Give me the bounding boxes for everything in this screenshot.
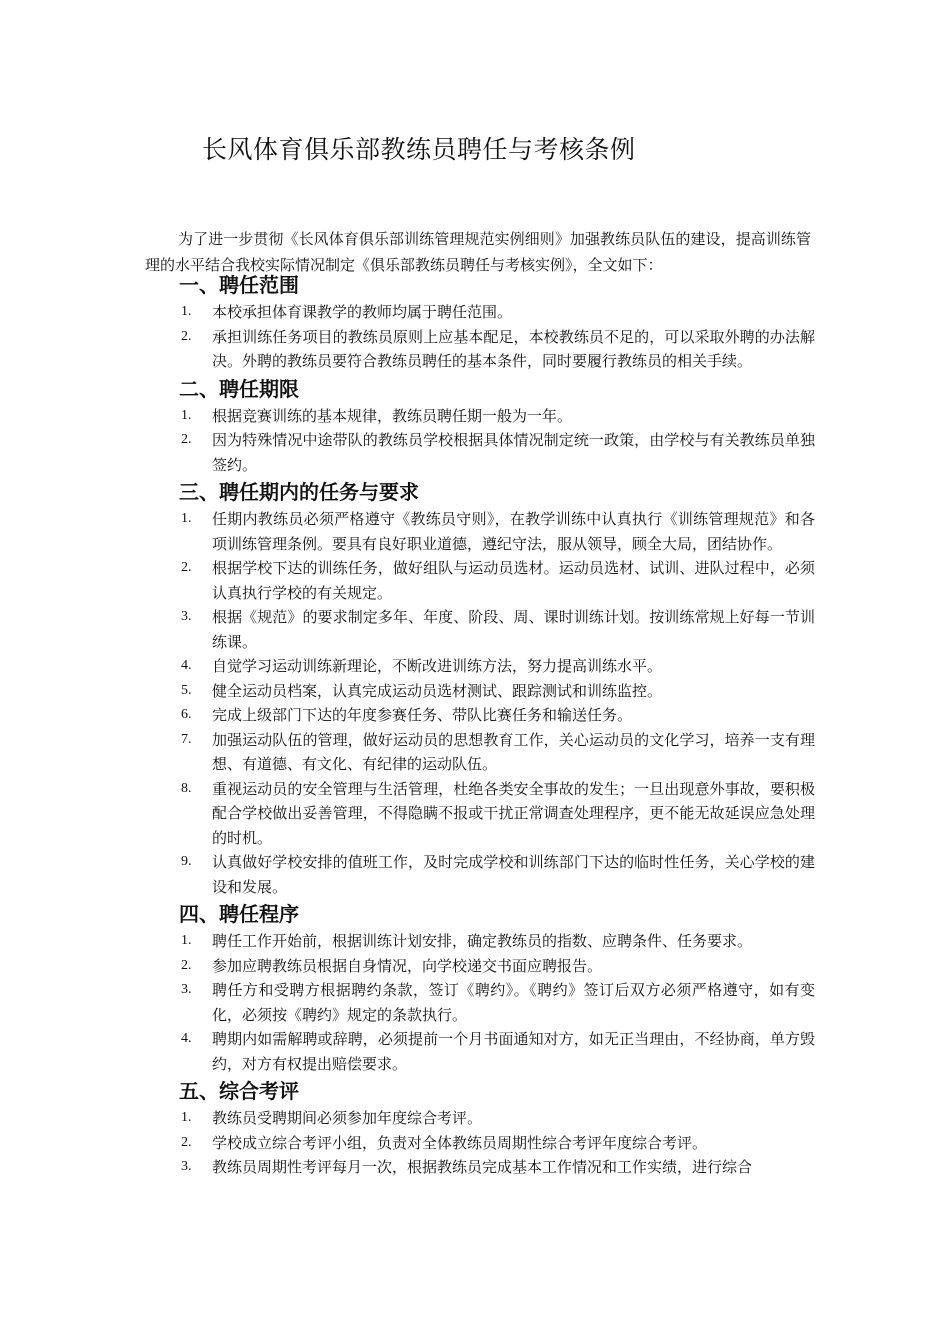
list-item-text: 聘任方和受聘方根据聘约条款，签订《聘约》。《聘约》签订后双方必须严格遵守，如有变化，必须按《聘约》规定的条款执行。 (212, 981, 815, 1024)
section (145, 477, 815, 899)
section-heading: 五、综合考评 (179, 1079, 299, 1103)
list-item (145, 1027, 815, 1076)
list-item-number: 3. (181, 609, 192, 624)
list-item-number: 1. (181, 407, 192, 423)
list-item (145, 1106, 815, 1131)
list-item-text: 认真做好学校安排的值班工作，及时完成学校和训练部门下达的临时性任务，关心学校的建设和发展。 (212, 853, 815, 896)
list-item-text: 自觉学习运动训练新理论，不断改进训练方法，努力提高训练水平。 (212, 657, 663, 675)
list-item-number: 3. (181, 1159, 192, 1174)
list-item (145, 703, 815, 728)
section-heading: 三、聘任期内的任务与要求 (179, 480, 419, 504)
list-item-text: 根据《规范》的要求制定多年、年度、阶段、周、课时训练计划。按训练常规上好每一节训练课。 (212, 608, 815, 651)
sections-container (145, 270, 815, 1180)
list-item-text: 教练员受聘期间必须参加年度综合考评。 (212, 1109, 483, 1127)
section (145, 270, 815, 374)
list-item-number: 8. (181, 780, 192, 796)
section (145, 899, 815, 1076)
list-item-number: 7. (181, 731, 192, 747)
list-item-text: 教练员周期性考评每月一次，根据教练员完成基本工作情况和工作实绩，进行综合 (212, 1158, 753, 1176)
list-item (145, 428, 815, 477)
list-item (145, 850, 815, 899)
section-item-list (145, 404, 815, 478)
list-item-number: 6. (181, 707, 192, 722)
list-item (145, 777, 815, 851)
list-item-text: 聘任工作开始前，根据训练计划安排，确定教练员的指数、应聘条件、任务要求。 (212, 932, 753, 950)
document-title: 长风体育俱乐部教练员聘任与考核条例 (202, 135, 636, 164)
list-item-text: 学校成立综合考评小组，负责对全体教练员周期性综合考评年度综合考评。 (212, 1133, 708, 1152)
list-item-number: 2. (181, 1134, 192, 1150)
list-item-text: 聘期内如需解聘或辞聘，必须提前一个月书面通知对方，如无正当理由，不经协商，单方毁约，对方有权提出赔偿要求。 (212, 1030, 815, 1073)
list-item-number: 1. (181, 1110, 192, 1125)
section (145, 374, 815, 478)
list-item-number: 1. (181, 511, 192, 526)
section-item-list (145, 507, 815, 899)
list-item-number: 9. (181, 854, 192, 869)
list-item-number: 4. (181, 658, 192, 673)
list-item-number: 4. (181, 1031, 192, 1046)
list-item-text: 本校承担体育课教学的教师均属于聘任范围。 (212, 303, 513, 321)
section-item-list (145, 300, 815, 374)
list-item (145, 954, 815, 979)
list-item (145, 404, 815, 429)
list-item-text: 加强运动队伍的管理，做好运动员的思想教育工作，关心运动员的文化学习，培养一支有理想、有道德、有文化、有纪律的运动队伍。 (212, 730, 815, 773)
list-item (145, 728, 815, 777)
list-item-text: 参加应聘教练员根据自身情况，向学校递交书面应聘报告。 (212, 956, 603, 975)
list-item (145, 1155, 815, 1180)
list-item (145, 507, 815, 556)
section-heading: 二、聘任期限 (179, 376, 299, 401)
list-item-number: 5. (181, 682, 192, 698)
list-item-number: 2. (181, 432, 192, 447)
list-item (145, 978, 815, 1027)
list-item-number: 2. (181, 560, 192, 575)
list-item-text: 根据学校下达的训练任务，做好组队与运动员选材。运动员选材、试训、进队过程中，必须认真执行学校的有关规定。 (212, 559, 815, 602)
list-item (145, 605, 815, 654)
section-heading: 四、聘任程序 (179, 902, 299, 926)
list-item (145, 300, 815, 325)
list-item-number: 3. (181, 982, 192, 997)
list-item-number: 2. (181, 957, 192, 973)
list-item-number: 2. (181, 328, 192, 344)
list-item (145, 1131, 815, 1156)
list-item-text: 重视运动员的安全管理与生活管理，杜绝各类安全事故的发生；一旦出现意外事故，要积极配合学校做出妥善管理，不得隐瞒不报或干扰正常调查处理程序，更不能无故延误应急处理的时机。 (212, 779, 815, 847)
section (145, 1076, 815, 1180)
intro-paragraph: 为了进一步贯彻《长风体育俱乐部训练管理规范实例细则》加强教练员队伍的建设，提高训练管理的水平结合我校实际情况制定《俱乐部教练员聘任与考核实例》，全文如下： (145, 230, 811, 274)
list-item-text: 健全运动员档案，认真完成运动员选材测试、跟踪测试和训练监控。 (212, 681, 663, 700)
list-item (145, 325, 815, 374)
list-item (145, 654, 815, 679)
list-item-number: 1. (181, 933, 192, 948)
list-item-number: 1. (181, 304, 192, 319)
section-item-list (145, 929, 815, 1076)
list-item-text: 根据竞赛训练的基本规律，教练员聘任期一般为一年。 (212, 406, 573, 425)
list-item-text: 完成上级部门下达的年度参赛任务、带队比赛任务和输送任务。 (212, 706, 633, 724)
list-item (145, 556, 815, 605)
list-item-text: 承担训练任务项目的教练员原则上应基本配足，本校教练员不足的，可以采取外聘的办法解决。外聘的教练员要符合教练员聘任的基本条件，同时要履行教练员的相关手续。 (212, 327, 815, 370)
list-item (145, 679, 815, 704)
section-heading: 一、聘任范围 (179, 273, 299, 297)
section-item-list (145, 1106, 815, 1180)
list-item-text: 任期内教练员必须严格遵守《教练员守则》，在教学训练中认真执行《训练管理规范》和各项训练管理条例。要具有良好职业道德，遵纪守法，服从领导，顾全大局，团结协作。 (212, 510, 815, 553)
list-item-text: 因为特殊情况中途带队的教练员学校根据具体情况制定统一政策，由学校与有关教练员单独签约。 (212, 431, 815, 474)
list-item (145, 929, 815, 954)
